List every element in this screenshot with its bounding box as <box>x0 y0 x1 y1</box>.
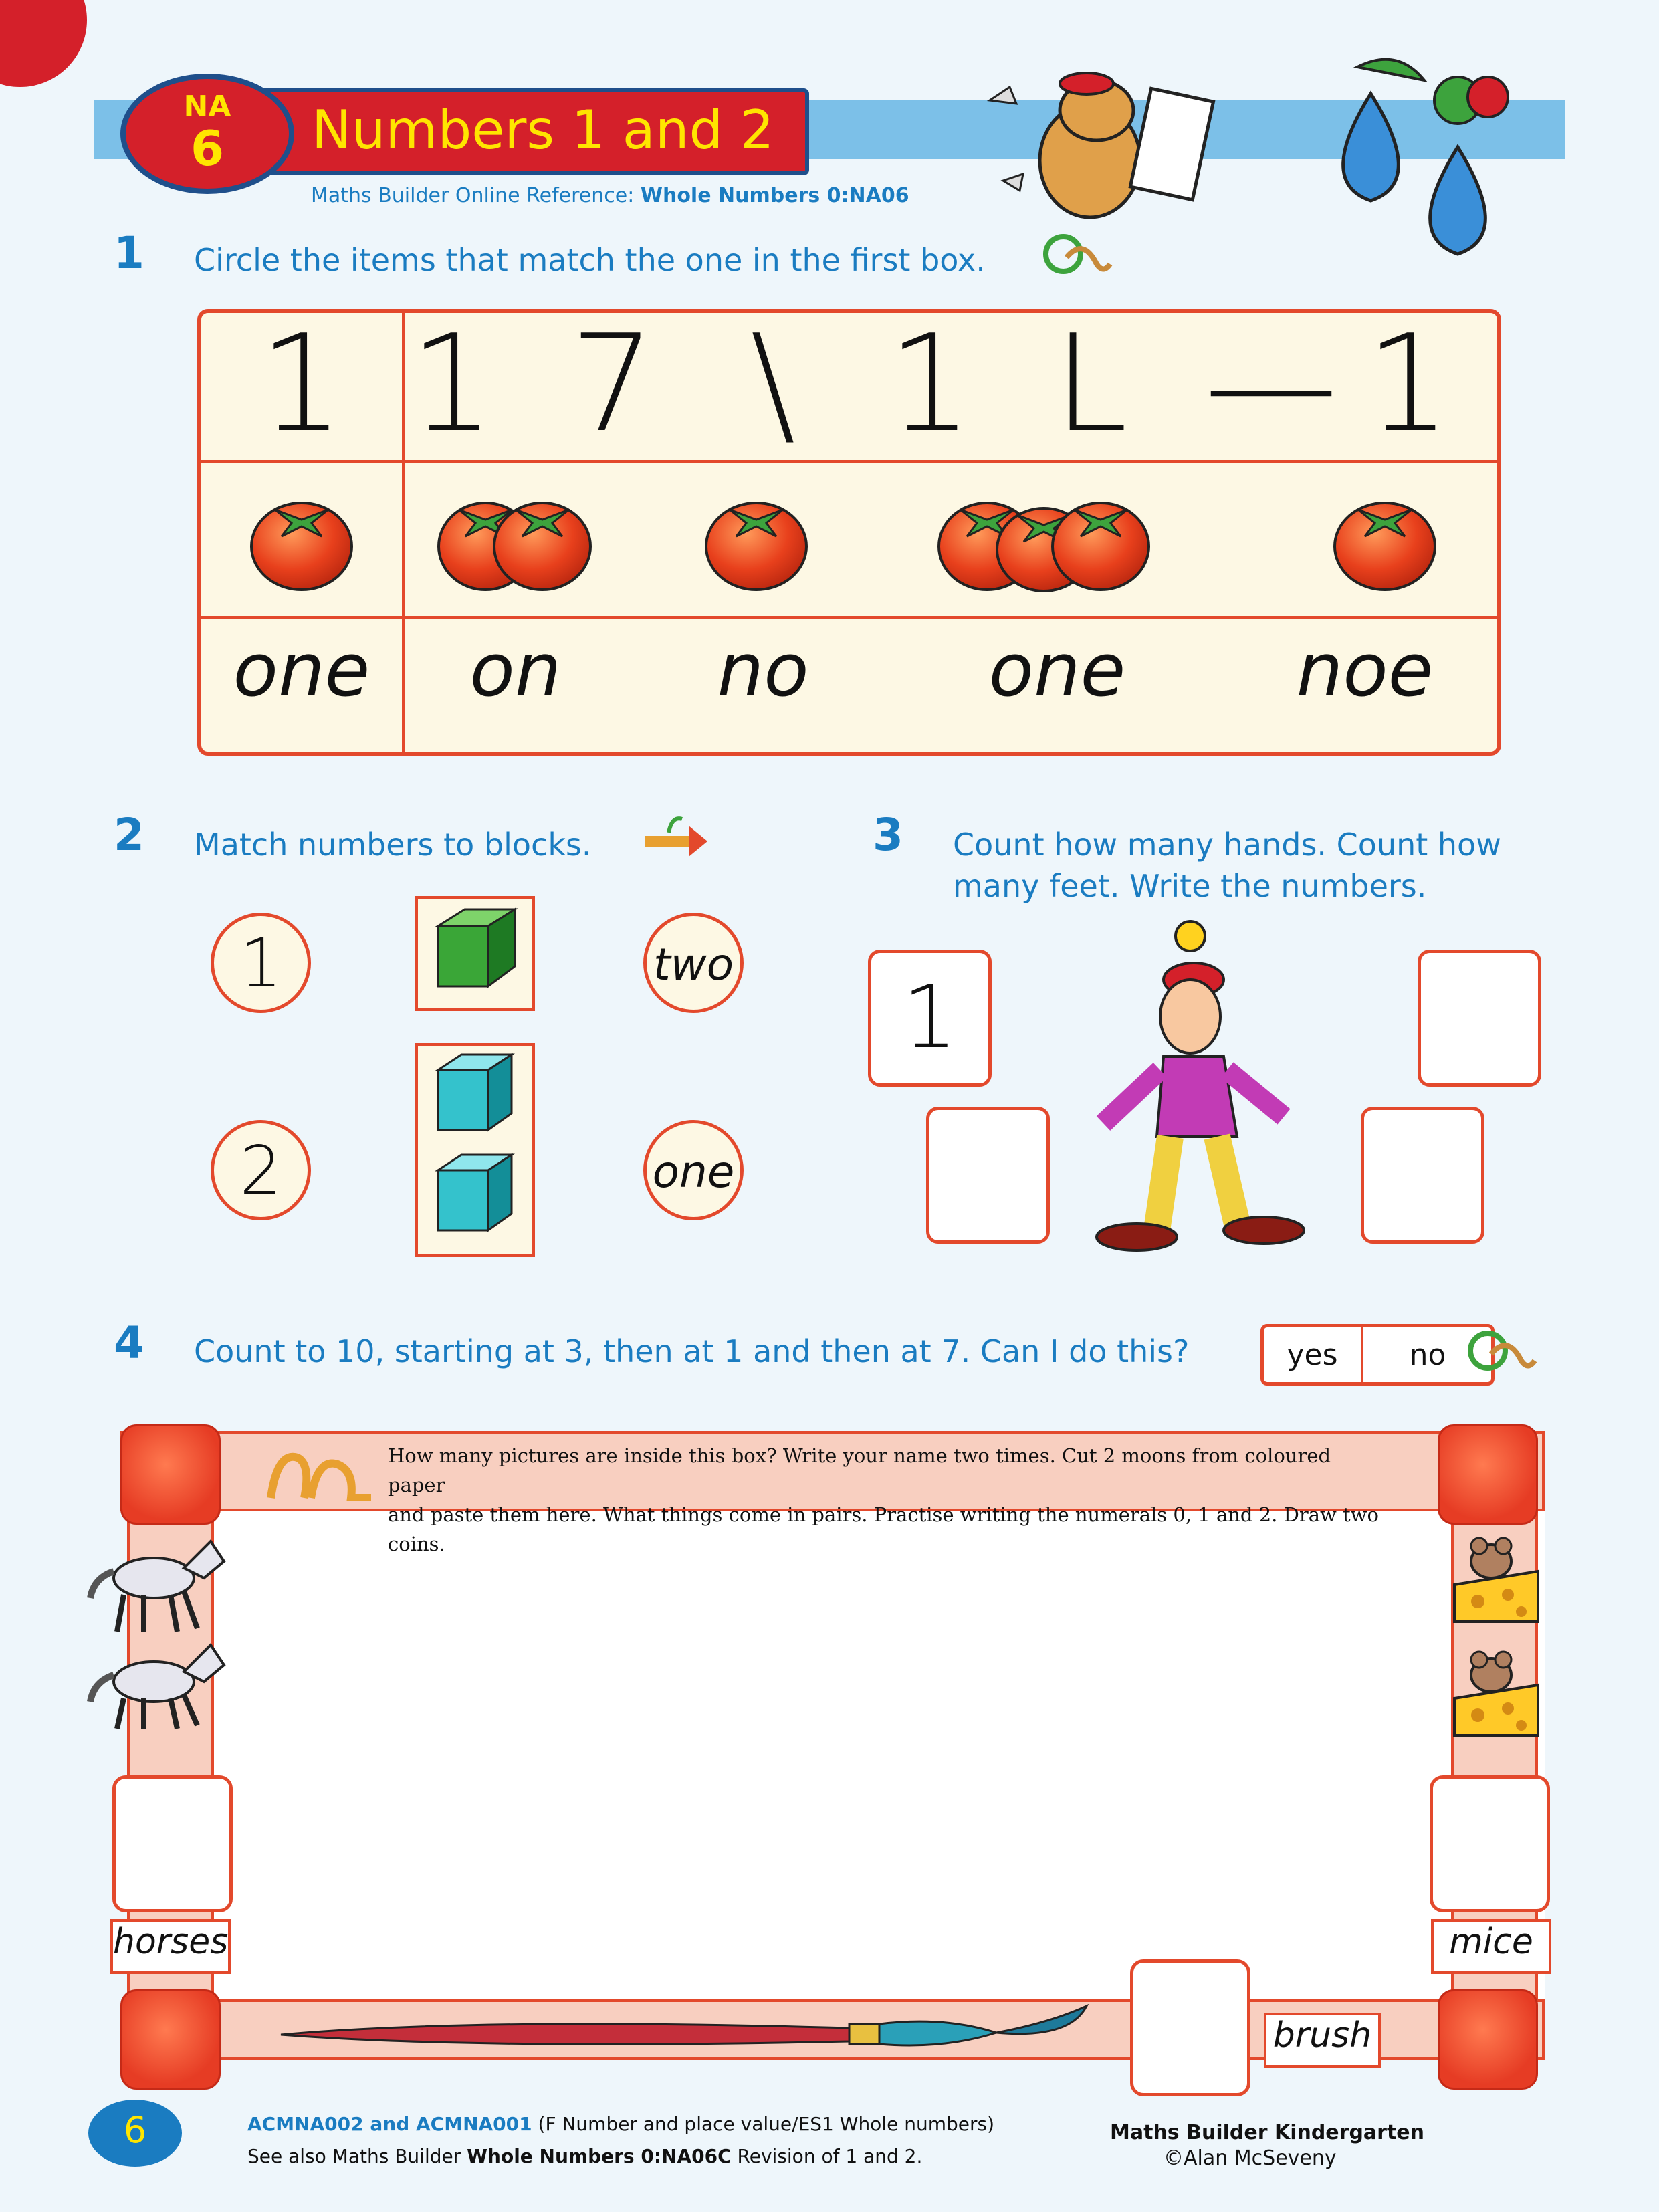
see-also-code: Whole Numbers 0:NA06C <box>467 2145 732 2167</box>
yes-option[interactable]: yes <box>1287 1338 1338 1372</box>
worm-icon <box>1040 227 1113 281</box>
tomato-icon[interactable] <box>939 503 1149 591</box>
numeral-option[interactable]: 1 <box>1365 306 1451 462</box>
word-option[interactable]: no <box>717 627 809 713</box>
strand-code: NA <box>183 90 231 124</box>
one-block-frame[interactable] <box>415 896 535 1011</box>
activity-instructions <box>388 1441 1391 1559</box>
title-box <box>227 88 809 175</box>
question-3-number: 3 <box>873 809 903 861</box>
answer-box[interactable] <box>1361 1107 1484 1244</box>
horses-label: horses <box>110 1919 231 1974</box>
brush-label: brush <box>1264 2013 1381 2068</box>
online-reference-code: Whole Numbers 0:NA06 <box>640 184 909 207</box>
water-drops-illustration <box>1311 53 1565 294</box>
worm-icon <box>1464 1324 1538 1377</box>
corner-decoration <box>1438 1424 1538 1525</box>
question-1-text: Circle the items that match the one in the first box. <box>194 242 986 278</box>
horses-illustration <box>84 1531 231 1732</box>
tomato-icon[interactable] <box>1335 503 1435 590</box>
strand-badge <box>120 74 294 194</box>
reference-numeral: 1 <box>259 306 344 462</box>
online-reference-prefix: Maths Builder Online Reference: <box>311 184 641 207</box>
online-reference <box>311 184 909 207</box>
page-title: Numbers 1 and 2 <box>312 99 774 161</box>
number-circle-2[interactable]: 2 <box>211 1120 311 1220</box>
question-3-text-line-1: Count how many hands. Count how <box>953 826 1501 863</box>
mice-label: mice <box>1431 1919 1551 1974</box>
mice-count-box[interactable] <box>1430 1775 1550 1912</box>
strand-number: 6 <box>190 120 225 177</box>
corner-decoration <box>120 1424 221 1525</box>
see-also-reference: See also Maths Builder Whole Numbers 0:NA06C Revision of 1 and 2. <box>247 2145 923 2167</box>
tomato-icon <box>251 503 352 590</box>
question-4-text: Count to 10, starting at 3, then at 1 and then at 7. Can I do this? <box>194 1333 1190 1369</box>
curriculum-codes: ACMNA002 and ACMNA001 <box>247 2113 532 2135</box>
no-option[interactable]: no <box>1409 1338 1446 1372</box>
instruction-line-2: and paste them here. What things come in pairs. Practise writing the numerals 0, 1 and 2. Draw two coins. <box>388 1503 1379 1555</box>
horses-count-box[interactable] <box>112 1775 233 1912</box>
corner-decoration <box>0 0 87 87</box>
number-circle-1[interactable]: 1 <box>211 913 311 1013</box>
instruction-line-1: How many pictures are inside this box? Write your name two times. Cut 2 moons from coloured paper <box>388 1444 1331 1497</box>
word-circle-one[interactable]: one <box>643 1120 744 1220</box>
word-option[interactable]: on <box>469 627 562 713</box>
mice-on-cheese-illustration <box>1451 1531 1545 1759</box>
numeral-option[interactable]: 1 <box>409 306 495 462</box>
teal-cubes-icon <box>418 1046 532 1254</box>
answer-box[interactable] <box>1418 950 1541 1087</box>
numeral-option[interactable]: \ <box>750 306 796 462</box>
numeral-option[interactable]: 7 <box>570 306 655 462</box>
paintbrush-illustration <box>274 2003 1097 2056</box>
two-blocks-frame[interactable] <box>415 1043 535 1257</box>
corner-decoration <box>120 1989 221 2090</box>
question-1-number: 1 <box>114 227 144 279</box>
question-3-text-line-2: many feet. Write the numbers. <box>953 868 1427 904</box>
numeral-option[interactable]: 1 <box>887 306 973 462</box>
numeral-option[interactable]: — <box>1204 306 1338 462</box>
answer-box[interactable] <box>926 1107 1050 1244</box>
question-4-number: 4 <box>114 1317 144 1369</box>
word-circle-two[interactable]: two <box>643 913 744 1013</box>
copyright: ©Alan McSeveny <box>1164 2146 1337 2170</box>
curriculum-description: (F Number and place value/ES1 Whole numbers) <box>532 2113 995 2135</box>
numeral-option[interactable]: L <box>1053 306 1128 462</box>
corner-decoration <box>1438 1989 1538 2090</box>
tomato-icon[interactable] <box>706 503 806 590</box>
answer-box-example: 1 <box>868 950 992 1087</box>
tomato-icon[interactable] <box>439 503 590 590</box>
curriculum-reference <box>247 2113 994 2135</box>
yes-no-selector <box>1260 1324 1495 1386</box>
word-option[interactable]: noe <box>1296 627 1434 713</box>
reference-word: one <box>233 627 370 713</box>
worms-icon <box>257 1444 378 1501</box>
page-number: 6 <box>123 2109 147 2151</box>
tomato-row <box>201 463 1499 615</box>
matching-grid <box>197 306 1501 756</box>
word-option[interactable]: one <box>988 627 1126 713</box>
book-title: Maths Builder Kindergarten <box>1110 2121 1425 2144</box>
brush-count-box[interactable] <box>1130 1959 1250 2096</box>
question-2-number: 2 <box>114 809 144 861</box>
green-cube-icon <box>418 899 532 1008</box>
page-number-badge <box>88 2100 182 2167</box>
clown-man-illustration <box>1083 916 1337 1264</box>
question-2-text: Match numbers to blocks. <box>194 826 592 863</box>
arrow-icon <box>642 812 709 866</box>
dog-artist-illustration <box>976 53 1257 227</box>
